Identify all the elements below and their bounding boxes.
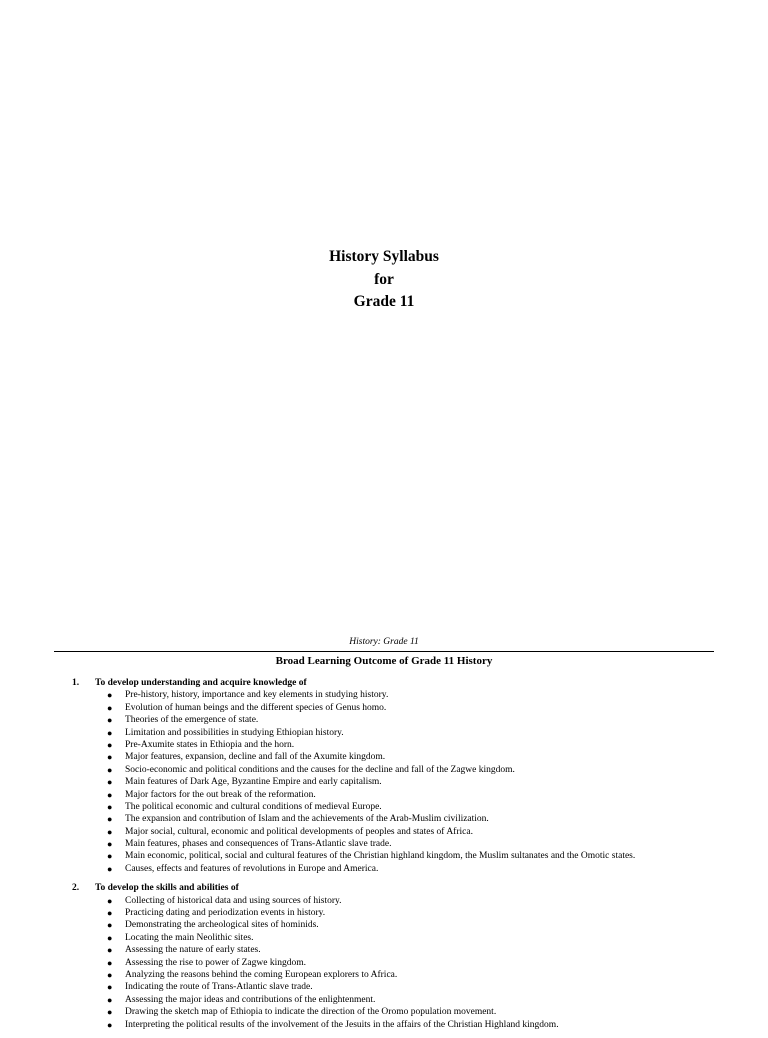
list-item-text: Main economic, political, social and cultural features of the Christian highland kingdom, the Muslim sultanates and the Omotic states. — [125, 851, 636, 862]
list-item — [0, 789, 768, 801]
bullet-icon: ● — [107, 789, 113, 800]
list-item — [0, 838, 768, 850]
list-item — [0, 727, 768, 739]
cover-title-line-2: for — [374, 270, 394, 288]
list-item-text: Socio-economic and political conditions and the causes for the decline and fall of the Zagwe kingdom. — [125, 764, 515, 775]
outcome-title: To develop understanding and acquire knowledge of — [95, 678, 307, 688]
list-item-text: The expansion and contribution of Islam and the achievements of the Arab-Muslim civilization. — [125, 814, 489, 825]
bullet-icon: ● — [107, 851, 113, 862]
bullet-icon: ● — [107, 715, 113, 726]
list-item-text: Major factors for the out break of the reformation. — [125, 789, 316, 800]
list-item — [0, 907, 768, 919]
outcome-title: To develop the skills and abilities of — [95, 883, 239, 894]
outcome-number: 2. — [72, 883, 80, 894]
list-item — [0, 776, 768, 788]
bullet-list — [0, 689, 768, 875]
list-item-text: Assessing the rise to power of Zagwe kingdom. — [125, 957, 306, 968]
list-item — [0, 1019, 768, 1031]
list-item — [0, 739, 768, 751]
list-item-text: Collecting of historical data and using sources of history. — [125, 895, 342, 906]
list-item — [0, 689, 768, 701]
outcome-block — [0, 882, 768, 1031]
list-item — [0, 714, 768, 726]
outcome-heading — [0, 882, 768, 894]
list-item — [0, 826, 768, 838]
list-item-text: Major features, expansion, decline and fall of the Axumite kingdom. — [125, 752, 386, 763]
list-item-text: Assessing the major ideas and contributions of the enlightenment. — [125, 994, 376, 1005]
list-item-text: Theories of the emergence of state. — [125, 715, 259, 726]
list-item — [0, 751, 768, 763]
bullet-icon: ● — [107, 945, 113, 956]
list-item — [0, 702, 768, 714]
header-rule — [54, 651, 714, 652]
bullet-icon: ● — [107, 777, 113, 788]
bullet-icon: ● — [107, 1019, 113, 1030]
list-item-text: Major social, cultural, economic and political developments of peoples and states of Africa. — [125, 826, 473, 837]
cover-title-line-1: History Syllabus — [329, 248, 439, 265]
running-header: History: Grade 11 — [349, 637, 419, 647]
bullet-icon: ● — [107, 690, 113, 701]
bullet-icon: ● — [107, 814, 113, 825]
list-item-text: Evolution of human beings and the different species of Genus homo. — [125, 702, 387, 713]
list-item-text: Practicing dating and periodization events in history. — [125, 908, 326, 919]
list-item-text: Limitation and possibilities in studying Ethiopian history. — [125, 727, 344, 738]
list-item — [0, 981, 768, 993]
bullet-icon: ● — [107, 752, 113, 763]
list-item — [0, 764, 768, 776]
list-item-text: Pre-history, history, importance and key elements in studying history. — [125, 690, 389, 701]
list-item — [0, 863, 768, 875]
list-item-text: Main features, phases and consequences of Trans-Atlantic slave trade. — [125, 839, 392, 850]
list-item — [0, 957, 768, 969]
list-item — [0, 994, 768, 1006]
bullet-list — [0, 895, 768, 1031]
bullet-icon: ● — [107, 863, 113, 874]
list-item-text: The political economic and cultural conditions of medieval Europe. — [125, 801, 382, 812]
list-item — [0, 850, 768, 862]
bullet-icon: ● — [107, 826, 113, 837]
list-item-text: Demonstrating the archeological sites of hominids. — [125, 920, 319, 931]
bullet-icon: ● — [107, 895, 113, 906]
section-heading: Broad Learning Outcome of Grade 11 History — [275, 655, 493, 667]
bullet-icon: ● — [107, 957, 113, 968]
list-item — [0, 895, 768, 907]
list-item — [0, 1006, 768, 1018]
list-item — [0, 932, 768, 944]
list-item-text: Causes, effects and features of revolutions in Europe and America. — [125, 863, 379, 874]
bullet-icon: ● — [107, 982, 113, 993]
list-item — [0, 801, 768, 813]
list-item-text: Indicating the route of Trans-Atlantic slave trade. — [125, 982, 313, 993]
bullet-icon: ● — [107, 702, 113, 713]
bullet-icon: ● — [107, 1007, 113, 1018]
cover-title — [0, 246, 768, 314]
bullet-icon: ● — [107, 969, 113, 980]
bullet-icon: ● — [107, 994, 113, 1005]
outcome-block — [0, 677, 768, 875]
bullet-icon: ● — [107, 839, 113, 850]
list-item — [0, 944, 768, 956]
list-item-text: Main features of Dark Age, Byzantine Empire and early capitalism. — [125, 777, 382, 788]
bullet-icon: ● — [107, 764, 113, 775]
list-item-text: Pre-Axumite states in Ethiopia and the horn. — [125, 739, 295, 750]
bullet-icon: ● — [107, 908, 113, 919]
list-item-text: Locating the main Neolithic sites. — [125, 932, 254, 943]
list-item-text: Analyzing the reasons behind the coming European explorers to Africa. — [125, 969, 398, 980]
outcomes-list — [0, 677, 768, 1038]
bullet-icon: ● — [107, 920, 113, 931]
list-item-text: Interpreting the political results of the involvement of the Jesuits in the affairs of the Christian Highland kingdom. — [125, 1019, 559, 1030]
list-item — [0, 813, 768, 825]
bullet-icon: ● — [107, 801, 113, 812]
bullet-icon: ● — [107, 727, 113, 738]
outcome-heading — [0, 677, 768, 689]
outcome-number: 1. — [72, 678, 80, 688]
list-item — [0, 919, 768, 931]
bullet-icon: ● — [107, 932, 113, 943]
list-item — [0, 969, 768, 981]
bullet-icon: ● — [107, 739, 113, 750]
list-item-text: Assessing the nature of early states. — [125, 945, 261, 956]
cover-title-line-3: Grade 11 — [353, 293, 415, 310]
list-item-text: Drawing the sketch map of Ethiopia to indicate the direction of the Oromo population movement. — [125, 1007, 497, 1018]
